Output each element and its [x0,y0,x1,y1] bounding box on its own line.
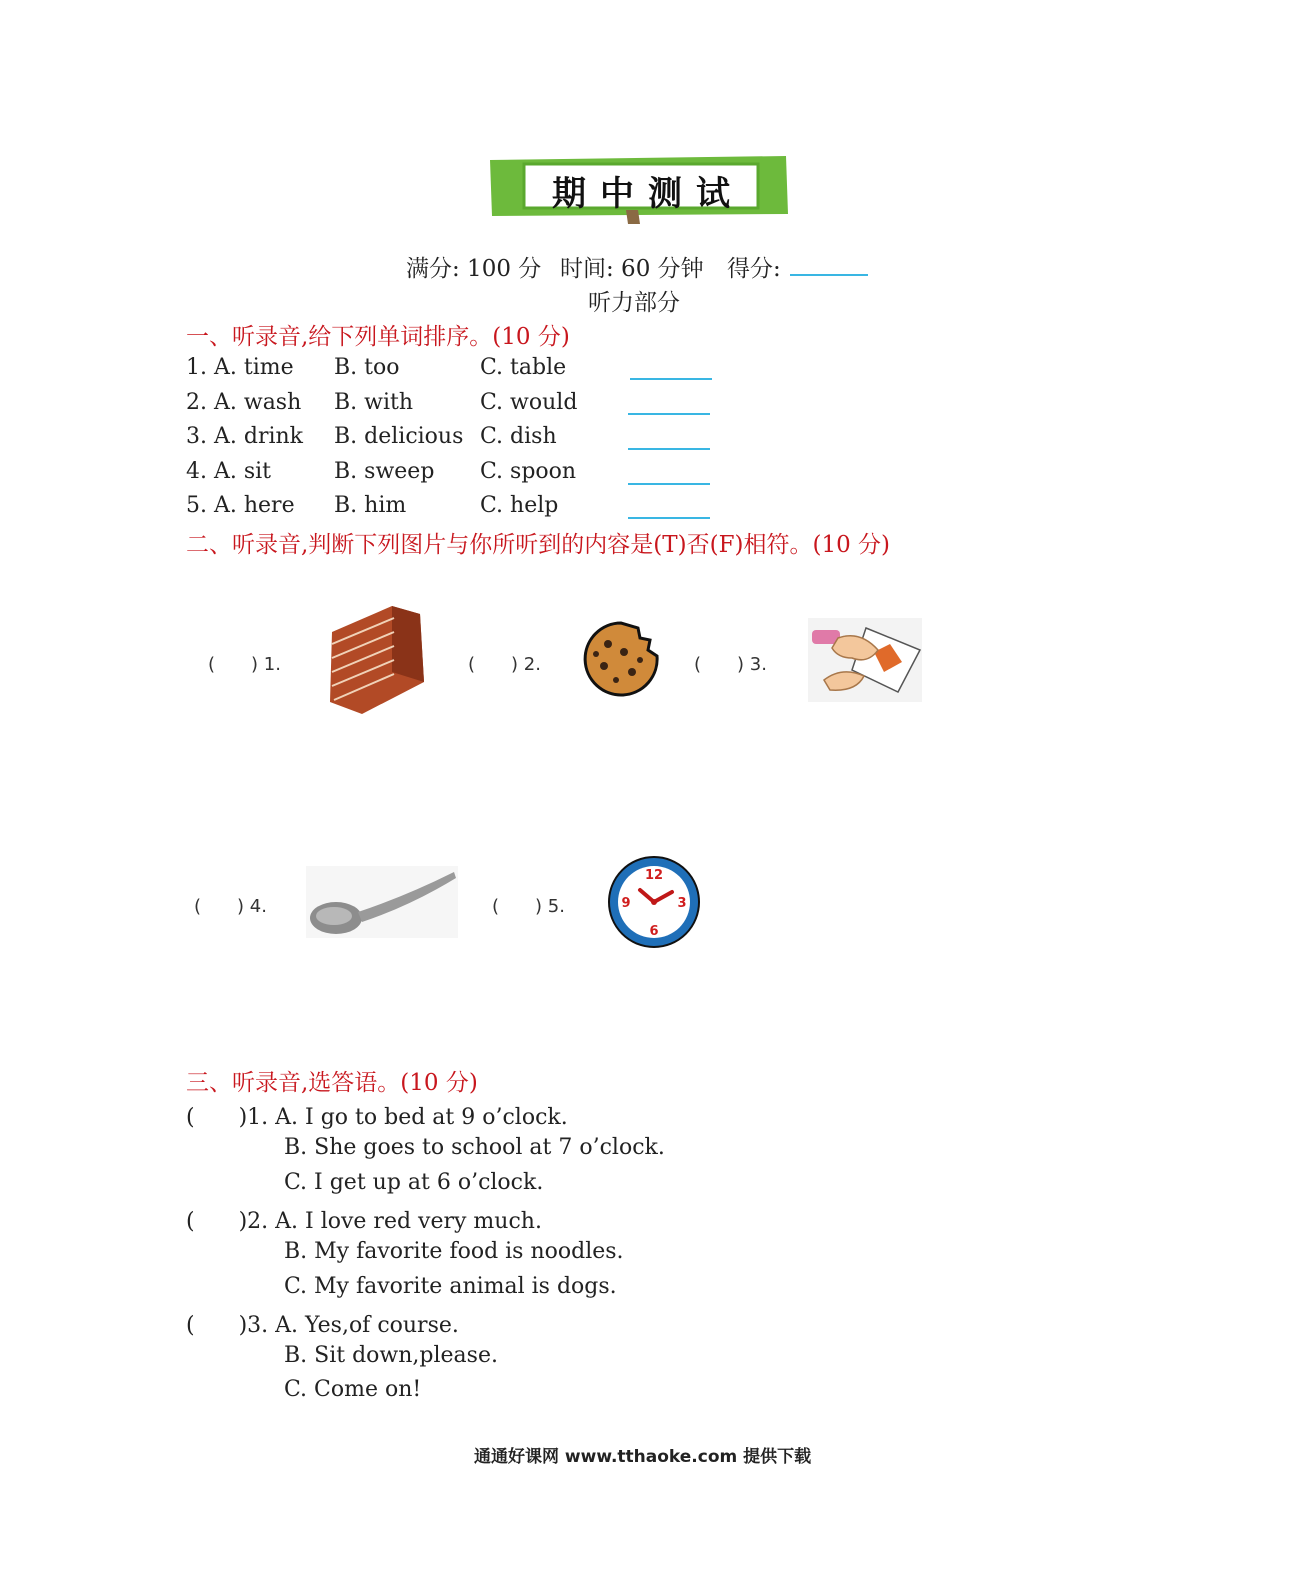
part2-heading: 二、听录音,判断下列图片与你所听到的内容是(T)否(F)相符。(10 分) [186,532,891,558]
clock-number-9: 9 [621,896,631,911]
p1-row3-b: B. delicious [334,424,464,449]
p2-item5-label: ( ) 5. [492,896,565,917]
p1-row4-blank[interactable] [628,483,710,485]
p1-row5-c: C. help [480,493,559,518]
time-limit: 时间: 60 分钟 [560,256,704,282]
p1-row5-b: B. him [334,493,407,518]
footer-text: 通通好课网 www.tthaoke.com 提供下载 [474,1447,812,1467]
p1-row2-a: 2. A. wash [186,390,302,415]
p3-q1: ( )1. A. I go to bed at 9 o’clock. [186,1105,568,1130]
clock-number-3: 3 [677,896,687,911]
p3-q1-c: C. I get up at 6 o’clock. [284,1170,544,1195]
p1-row2-b: B. with [334,390,414,415]
cookie-icon [582,620,660,698]
p2-item2-label: ( ) 2. [468,654,541,675]
score-blank[interactable] [790,274,868,276]
p3-q2-c: C. My favorite animal is dogs. [284,1274,617,1299]
page-title: 期中测试 [552,174,744,214]
p1-row2-c: C. would [480,390,578,415]
part1-heading: 一、听录音,给下列单词排序。(10 分) [186,324,570,350]
clock-number-12: 12 [644,868,664,883]
p1-row1-b: B. too [334,355,400,380]
p3-q3: ( )3. A. Yes,of course. [186,1313,459,1338]
score-label: 得分: [727,256,781,282]
p1-row5-blank[interactable] [628,517,710,519]
clock-number-6: 6 [649,924,659,939]
p3-q2-b: B. My favorite food is noodles. [284,1239,624,1264]
spoon-icon [306,866,458,938]
p1-row4-c: C. spoon [480,459,577,484]
p3-q3-c: C. Come on! [284,1377,422,1402]
p2-item4-label: ( ) 4. [194,896,267,917]
p3-q1-b: B. She goes to school at 7 o’clock. [284,1135,665,1160]
p2-item3-label: ( ) 3. [694,654,767,675]
p3-q3-b: B. Sit down,please. [284,1343,498,1368]
brick-wall-icon [322,602,434,720]
full-marks: 满分: 100 分 [406,256,542,282]
eraser-drawing-icon [808,618,922,702]
section-label: 听力部分 [588,290,680,316]
part3-heading: 三、听录音,选答语。(10 分) [186,1070,478,1096]
p1-row3-a: 3. A. drink [186,424,303,449]
p1-row1-c: C. table [480,355,567,380]
p1-row3-blank[interactable] [628,448,710,450]
p1-row5-a: 5. A. here [186,493,295,518]
p3-q2: ( )2. A. I love red very much. [186,1209,542,1234]
p1-row4-a: 4. A. sit [186,459,272,484]
p1-row3-c: C. dish [480,424,557,449]
p1-row1-a: 1. A. time [186,355,294,380]
p1-row1-blank[interactable] [630,378,712,380]
p2-item1-label: ( ) 1. [208,654,281,675]
p1-row4-b: B. sweep [334,459,435,484]
clock-icon [606,854,702,950]
p1-row2-blank[interactable] [628,413,710,415]
